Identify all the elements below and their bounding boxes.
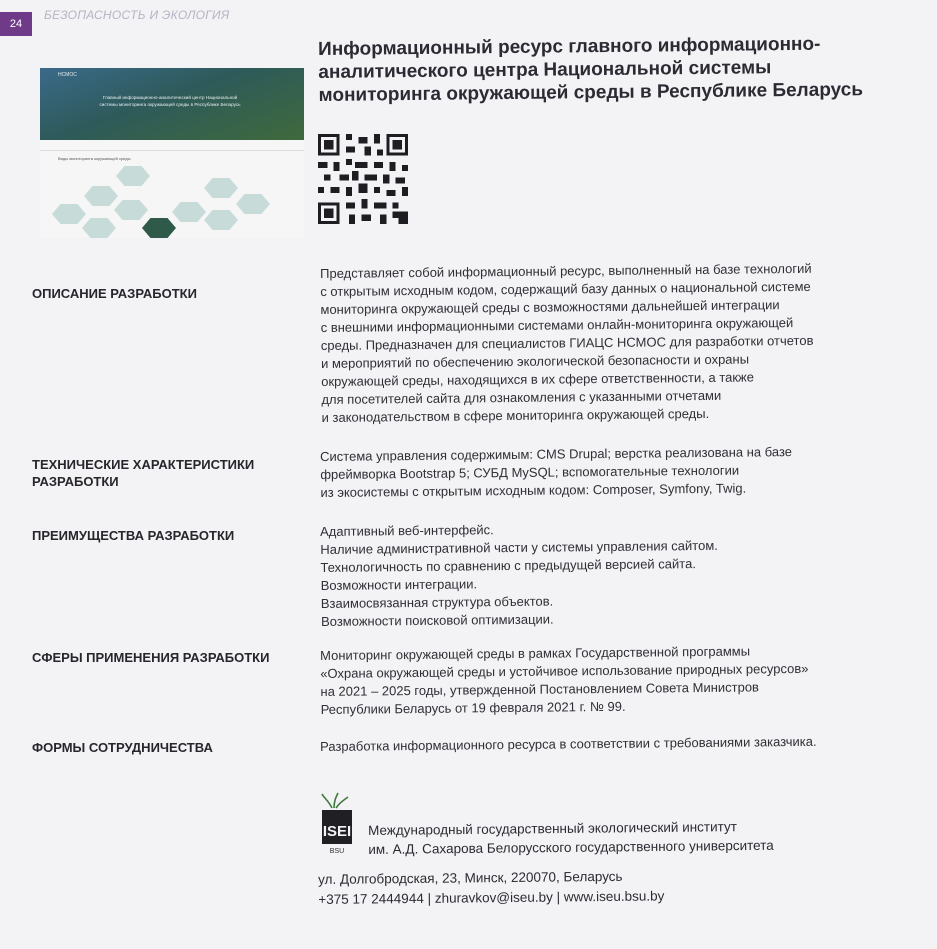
label-line: РАЗРАБОТКИ bbox=[32, 474, 119, 489]
section-text-description bbox=[320, 259, 922, 427]
label-line: ФОРМЫ СОТРУДНИЧЕСТВА bbox=[32, 740, 213, 755]
section-text-applications bbox=[320, 641, 921, 719]
contact-line: +375 17 2444944 | zhuravkov@iseu.by | www.iseu.bsu.by bbox=[318, 888, 665, 907]
text-line: с внешними информационными системами онлайн-мониторинга окружающей bbox=[320, 315, 794, 335]
title-line: аналитического центра Национальной системы bbox=[318, 57, 772, 83]
text-line: и законодательством в сфере мониторинга окружающей среды. bbox=[321, 405, 710, 425]
text-line: Система управления содержимым: CMS Drupal; верстка реализована на базе bbox=[320, 444, 793, 464]
contacts-block bbox=[318, 864, 878, 910]
label-line: ТЕХНИЧЕСКИЕ ХАРАКТЕРИСТИКИ bbox=[32, 457, 255, 472]
hex-tile bbox=[142, 218, 176, 238]
section-label-description bbox=[32, 285, 312, 302]
title-line: мониторинга окружающей среды в Республике Беларусь bbox=[318, 79, 864, 106]
section-label-advantages bbox=[32, 527, 312, 544]
screenshot-hero-text: Главный информационно-аналитический центр Национальной системы мониторинга окружающей среды в Республике Беларусь bbox=[99, 95, 241, 107]
text-line: Наличие административной части у системы управления сайтом. bbox=[320, 537, 718, 557]
screenshot-nav bbox=[40, 142, 304, 151]
qr-code-icon bbox=[318, 134, 408, 224]
hex-tile bbox=[52, 204, 86, 224]
title-line: Информационный ресурс главного информационно- bbox=[318, 33, 821, 60]
text-line: Разработка информационного ресурса в соответствии с требованиями заказчика. bbox=[320, 733, 817, 754]
label-line: СФЕРЫ ПРИМЕНЕНИЯ РАЗРАБОТКИ bbox=[32, 650, 270, 665]
section-text-advantages bbox=[320, 517, 921, 631]
text-line: фреймворка Bootstrap 5; СУБД MySQL; вспомогательные технологии bbox=[320, 462, 740, 482]
text-line: Республики Беларусь от 19 февраля 2021 г. № 99. bbox=[320, 698, 626, 717]
address: ул. Долгобродская, 23, Минск, 220070, Беларусь bbox=[318, 868, 623, 887]
text-line: Представляет собой информационный ресурс, выполненный на базе технологий bbox=[320, 260, 812, 281]
screenshot-hero-banner bbox=[40, 68, 304, 140]
isei-logo-icon bbox=[318, 792, 356, 856]
screenshot-logo: НСМОС bbox=[58, 72, 77, 78]
org-name-line: им. А.Д. Сахарова Белорусского государственного университета bbox=[368, 837, 774, 857]
section-text-cooperation bbox=[320, 732, 920, 756]
hex-tile bbox=[236, 194, 270, 214]
section-label-technical bbox=[32, 456, 312, 490]
website-screenshot bbox=[40, 68, 304, 238]
organization-name bbox=[368, 815, 908, 859]
text-line: Возможности интеграции. bbox=[320, 576, 478, 593]
section-label-applications bbox=[32, 649, 312, 666]
section-text-technical bbox=[320, 442, 921, 502]
text-line: Технологичность по сравнению с предыдущей версией сайта. bbox=[320, 556, 696, 575]
text-line: окружающей среды, находящихся в их сфере ответственности, а также bbox=[321, 369, 755, 389]
hex-tile bbox=[204, 210, 238, 230]
text-line: для посетителей сайта для ознакомления с указанными отчетами bbox=[321, 387, 722, 407]
text-line: из экосистемы с открытым исходным кодом: Composer, Symfony, Twig. bbox=[320, 480, 747, 500]
text-line: мониторинга окружающей среды с возможностями дальнейшей интеграции bbox=[320, 297, 780, 317]
text-line: Взаимосвязанная структура объектов. bbox=[320, 593, 554, 611]
resource-title bbox=[318, 32, 929, 107]
hex-tile bbox=[84, 186, 118, 206]
hex-tile bbox=[82, 218, 116, 238]
section-title: БЕЗОПАСНОСТЬ И ЭКОЛОГИЯ bbox=[44, 8, 230, 22]
text-line: среды. Предназначен для специалистов ГИАЦС НСМОС для разработки отчетов bbox=[320, 332, 814, 353]
hex-tile bbox=[204, 178, 238, 198]
page-number: 24 bbox=[0, 12, 32, 36]
screenshot-sublabel: Виды мониторинга окружающей среды bbox=[58, 156, 131, 161]
logo-subtext: BSU bbox=[329, 848, 345, 855]
org-name-line: Международный государственный экологический институт bbox=[368, 819, 737, 838]
text-line: Возможности поисковой оптимизации. bbox=[320, 611, 554, 629]
text-line: с открытым исходным кодом, содержащий базу данных о национальной системе bbox=[320, 278, 811, 299]
label-line: ОПИСАНИЕ РАЗРАБОТКИ bbox=[32, 286, 197, 301]
label-line: ПРЕИМУЩЕСТВА РАЗРАБОТКИ bbox=[32, 528, 235, 543]
text-line: Адаптивный веб-интерфейс. bbox=[320, 522, 494, 539]
text-line: на 2021 – 2025 годы, утвержденной Постановлением Совета Министров bbox=[320, 679, 760, 699]
text-line: «Охрана окружающей среды и устойчивое использование природных ресурсов» bbox=[320, 660, 809, 681]
logo-text: ISEI bbox=[322, 823, 352, 840]
hex-tile bbox=[172, 202, 206, 222]
hex-tile bbox=[116, 166, 150, 186]
text-line: Мониторинг окружающей среды в рамках Государственной программы bbox=[320, 643, 751, 663]
text-line: и мероприятий по обеспечению экологической безопасности и охраны bbox=[320, 351, 750, 371]
hex-tile bbox=[114, 200, 148, 220]
section-label-cooperation bbox=[32, 739, 312, 756]
